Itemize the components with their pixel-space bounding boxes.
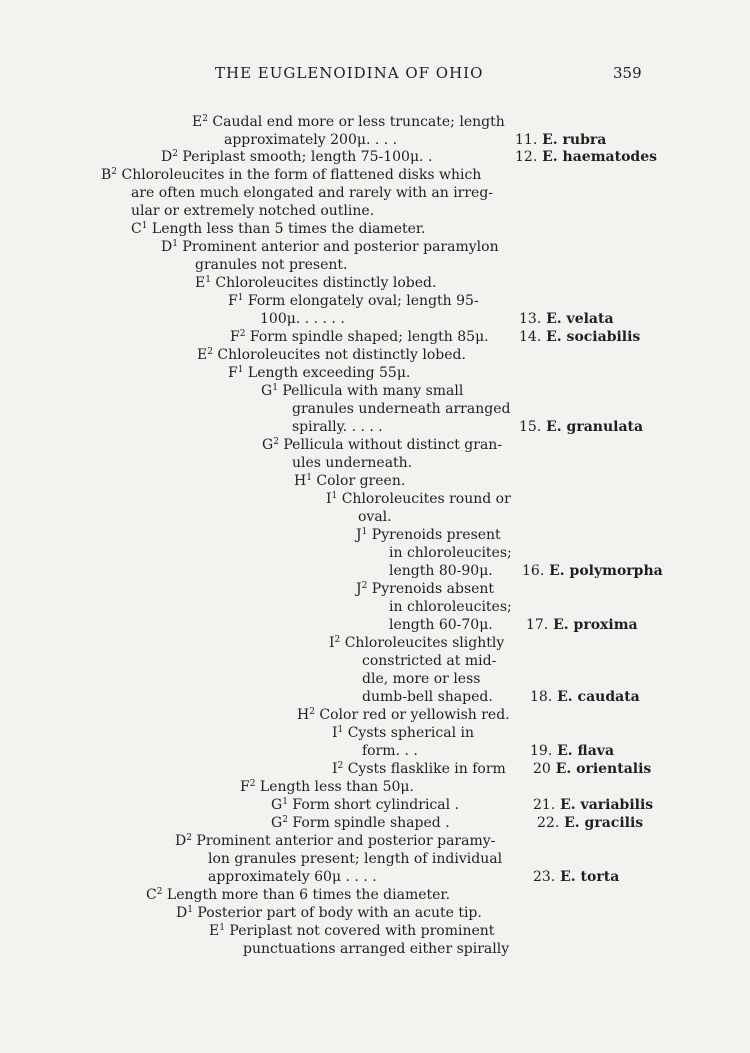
species-entry: [533, 760, 651, 778]
species-number: 19.: [530, 743, 553, 759]
key-line: [261, 382, 463, 400]
key-lead: E: [209, 923, 220, 939]
key-line: [329, 634, 504, 652]
key-lead: F: [228, 293, 238, 309]
species-entry: [537, 814, 643, 832]
species-entry: [519, 328, 640, 346]
species-number: 21.: [533, 797, 556, 813]
key-text: Form elongately oval; length 95-: [243, 293, 479, 309]
key-lead: I: [332, 761, 338, 777]
key-lead: E: [197, 347, 208, 363]
species-entry: [515, 148, 657, 166]
species-number: 13.: [519, 311, 542, 327]
key-lead: G: [271, 815, 283, 831]
key-text: approximately 200μ. . . .: [224, 132, 398, 148]
key-line: [297, 706, 510, 724]
species-entry: [533, 868, 619, 886]
key-lead-index: 1: [282, 797, 288, 807]
key-line: [131, 184, 493, 202]
key-text: Chloroleucites distinctly lobed.: [210, 275, 437, 291]
key-lead: D: [161, 149, 173, 165]
key-text: ular or extremely notched outline.: [131, 203, 375, 219]
key-text: lon granules present; length of individual: [208, 851, 503, 867]
species-number: 23.: [533, 869, 556, 885]
key-text: ules underneath.: [292, 455, 413, 471]
species-entry: [526, 616, 638, 634]
key-line: [362, 742, 418, 760]
key-text: spirally. . . . .: [292, 419, 383, 435]
key-lead-index: 2: [202, 114, 208, 124]
key-text: Periplast not covered with prominent: [224, 923, 495, 939]
key-text: Chloroleucites round or: [337, 491, 511, 507]
key-lead: C: [146, 887, 157, 903]
key-line: [362, 652, 496, 670]
key-lead: D: [175, 833, 187, 849]
species-name: E. orientalis: [550, 761, 652, 777]
species-entry: [530, 742, 614, 760]
species-entry: [519, 310, 614, 328]
species-name: E. granulata: [541, 419, 644, 435]
species-entry: [533, 796, 653, 814]
key-line: [195, 256, 347, 274]
key-line: [294, 472, 405, 490]
species-name: E. caudata: [552, 689, 640, 705]
key-text: Pyrenoids absent: [367, 581, 495, 597]
key-text: in chloroleucites;: [389, 599, 512, 615]
key-lead: D: [176, 905, 188, 921]
key-line: [228, 292, 479, 310]
key-line: [292, 418, 383, 436]
key-line: [208, 850, 502, 868]
key-line: [389, 616, 493, 634]
key-line: [175, 832, 495, 850]
key-text: Pellicula with many small: [277, 383, 464, 399]
key-line: [389, 544, 512, 562]
key-lead: J: [356, 527, 362, 543]
key-text: Form spindle shaped .: [287, 815, 450, 831]
key-line: [389, 598, 512, 616]
key-text: Length exceeding 55μ.: [243, 365, 411, 381]
key-lead: G: [262, 437, 274, 453]
key-lead-index: 1: [331, 491, 338, 501]
key-text: form. . .: [362, 743, 418, 759]
key-text: Pyrenoids present: [367, 527, 501, 543]
key-line: [161, 238, 499, 256]
key-lead-index: 2: [282, 815, 288, 825]
key-lead-index: 2: [172, 149, 178, 159]
species-number: 20: [533, 761, 551, 777]
key-lead-index: 2: [309, 707, 315, 717]
species-number: 16.: [522, 563, 545, 579]
key-text: approximately 60μ . . . .: [208, 869, 377, 885]
key-lead-index: 2: [249, 779, 256, 789]
species-entry: [530, 688, 640, 706]
key-line: [356, 580, 494, 598]
key-line: [146, 886, 450, 904]
key-lead-index: 2: [156, 887, 163, 897]
species-number: 14.: [519, 329, 542, 345]
key-text: oval.: [358, 509, 392, 525]
key-line: [195, 274, 436, 292]
key-line: [208, 868, 377, 886]
key-lead-index: 1: [337, 725, 344, 735]
key-text: constricted at mid-: [362, 653, 497, 669]
species-number: 11.: [515, 132, 538, 148]
species-number: 12.: [515, 149, 538, 165]
key-line: [161, 148, 432, 166]
species-number: 15.: [519, 419, 542, 435]
key-text: Form short cylindrical .: [287, 797, 459, 813]
key-text: granules underneath arranged: [292, 401, 511, 417]
key-lead-index: 1: [172, 239, 178, 249]
key-lead: G: [271, 797, 283, 813]
key-line: [332, 760, 506, 778]
species-entry: [515, 131, 606, 149]
key-lead: E: [192, 114, 203, 130]
key-text: Posterior part of body with an acute tip.: [192, 905, 482, 921]
key-text: dumb-bell shaped.: [362, 689, 493, 705]
key-text: punctuations arranged either spirally: [243, 941, 510, 957]
key-lead-index: 1: [187, 905, 193, 915]
key-lead: E: [195, 275, 206, 291]
key-text: Chloroleucites slightly: [340, 635, 505, 651]
key-text: Color green.: [311, 473, 406, 489]
key-lead-index: 2: [273, 437, 279, 447]
key-text: Prominent anterior and posterior paramylon: [177, 239, 499, 255]
key-lead: B: [101, 167, 112, 183]
key-lead: D: [161, 239, 173, 255]
key-line: [262, 436, 502, 454]
key-lead: H: [294, 473, 307, 489]
key-lead: H: [297, 707, 310, 723]
key-line: [356, 526, 501, 544]
key-lead: G: [261, 383, 273, 399]
key-lead: I: [326, 491, 332, 507]
species-name: E. variabilis: [555, 797, 654, 813]
key-lead-index: 1: [272, 383, 278, 393]
key-line: [131, 202, 374, 220]
key-text: Form spindle shaped; length 85μ.: [245, 329, 489, 345]
key-lead-index: 1: [237, 293, 244, 303]
key-line: [101, 166, 481, 184]
species-number: 18.: [530, 689, 553, 705]
key-text: Prominent anterior and posterior paramy-: [191, 833, 496, 849]
key-lead-index: 1: [219, 923, 225, 933]
key-text: Length less than 50μ.: [255, 779, 414, 795]
key-line: [228, 364, 410, 382]
key-text: Pellicula without distinct gran-: [278, 437, 503, 453]
key-lead-index: 2: [186, 833, 192, 843]
key-text: 100μ. . . . . .: [260, 311, 345, 327]
species-name: E. proxima: [548, 617, 638, 633]
species-number: 22.: [537, 815, 560, 831]
species-name: E. velata: [541, 311, 614, 327]
key-line: [271, 814, 450, 832]
key-line: [230, 328, 489, 346]
species-name: E. gracilis: [559, 815, 644, 831]
key-lead-index: 2: [337, 761, 344, 771]
key-text: Cysts spherical in: [343, 725, 475, 741]
key-lead-index: 2: [239, 329, 246, 339]
key-lead: F: [228, 365, 238, 381]
key-text: Length less than 5 times the diameter.: [147, 221, 426, 237]
page-number: 359: [613, 64, 642, 82]
key-line: [192, 113, 505, 131]
key-line: [362, 688, 493, 706]
key-text: Length more than 6 times the diameter.: [162, 887, 451, 903]
key-lead: F: [230, 329, 240, 345]
key-line: [240, 778, 414, 796]
key-line: [332, 724, 474, 742]
species-name: E. haematodes: [537, 149, 657, 165]
key-text: granules not present.: [195, 257, 348, 273]
key-text: in chloroleucites;: [389, 545, 512, 561]
key-text: length 60-70μ.: [389, 617, 493, 633]
key-text: Periplast smooth; length 75-100μ. .: [177, 149, 433, 165]
key-line: [243, 940, 509, 958]
key-text: Color red or yellowish red.: [314, 707, 510, 723]
key-text: Chloroleucites in the form of flattened disks which: [117, 167, 482, 183]
page-header: [0, 64, 750, 88]
key-lead-index: 2: [361, 581, 368, 591]
species-name: E. polymorpha: [544, 563, 663, 579]
key-lead-index: 2: [207, 347, 213, 357]
key-lead: F: [240, 779, 250, 795]
key-line: [271, 796, 459, 814]
species-name: E. rubra: [537, 132, 607, 148]
key-line: [224, 131, 397, 149]
species-number: 17.: [526, 617, 549, 633]
key-text: Cysts flasklike in form: [343, 761, 506, 777]
key-lead-index: 1: [361, 527, 368, 537]
key-lead-index: 2: [334, 635, 341, 645]
key-lead-index: 1: [237, 365, 244, 375]
key-line: [260, 310, 345, 328]
key-lead: J: [356, 581, 362, 597]
key-line: [358, 508, 392, 526]
key-lead-index: 1: [306, 473, 312, 483]
key-line: [209, 922, 494, 940]
key-line: [131, 220, 426, 238]
key-lead-index: 1: [141, 221, 148, 231]
key-text: dle, more or less: [362, 671, 481, 687]
key-line: [362, 670, 480, 688]
species-name: E. flava: [552, 743, 615, 759]
species-name: E. torta: [555, 869, 620, 885]
key-lead: C: [131, 221, 142, 237]
key-lead-index: 2: [111, 167, 118, 177]
key-text: are often much elongated and rarely with an irreg-: [131, 185, 494, 201]
key-line: [389, 562, 493, 580]
key-text: length 80-90μ.: [389, 563, 493, 579]
key-line: [176, 904, 482, 922]
species-entry: [522, 562, 663, 580]
key-line: [197, 346, 466, 364]
key-text: Chloroleucites not distinctly lobed.: [212, 347, 466, 363]
key-lead-index: 1: [205, 275, 211, 285]
key-line: [292, 454, 412, 472]
key-lead: I: [329, 635, 335, 651]
species-entry: [519, 418, 643, 436]
key-text: Caudal end more or less truncate; length: [207, 114, 505, 130]
key-line: [326, 490, 511, 508]
key-lead: I: [332, 725, 338, 741]
species-name: E. sociabilis: [541, 329, 641, 345]
key-line: [292, 400, 510, 418]
running-title: THE EUGLENOIDINA OF OHIO: [215, 64, 484, 82]
